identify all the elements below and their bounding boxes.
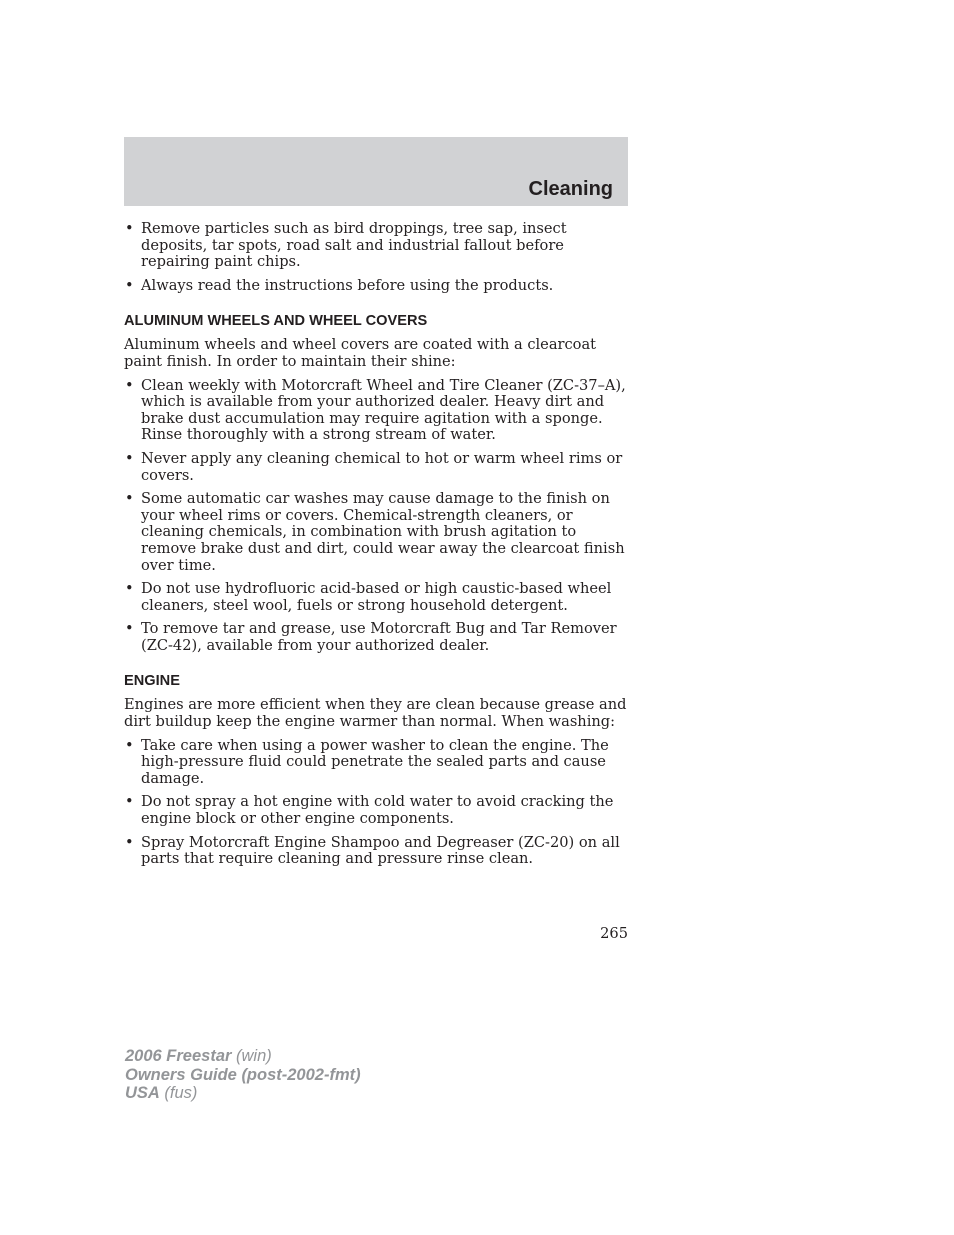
heading-engine: ENGINE — [124, 673, 180, 690]
heading-aluminum-wheels: ALUMINUM WHEELS AND WHEEL COVERS — [124, 313, 428, 330]
bullet-icon: • — [125, 793, 134, 811]
list-item: • Spray Motorcraft Engine Shampoo and Degreaser (ZC-20) on all parts that require cleaning and pressure rinse clean. — [125, 833, 620, 868]
bullet-icon: • — [125, 490, 134, 508]
list-item: • Clean weekly with Motorcraft Wheel and Tire Cleaner (ZC-37–A), which is available from your authorized dealer. Heavy dirt and brake dust accumulation may require agitation with a sponge. Rinse thoroughly with a strong stream of water. — [125, 376, 626, 444]
page-number: 265 — [600, 925, 628, 942]
footer-line-model: 2006 Freestar (win) — [125, 1047, 272, 1065]
section-header-band — [124, 137, 628, 206]
list-item: • Do not spray a hot engine with cold water to avoid cracking the engine block or other engine components. — [125, 793, 614, 828]
paragraph: Engines are more efficient when they are clean because grease and dirt buildup keep the engine warmer than normal. When washing: — [124, 696, 627, 731]
bullet-icon: • — [125, 449, 134, 467]
section-title: Cleaning — [528, 178, 613, 200]
list-item: • Never apply any cleaning chemical to hot or warm wheel rims or covers. — [125, 449, 623, 484]
paragraph: Aluminum wheels and wheel covers are coated with a clearcoat paint finish. In order to maintain their shine: — [124, 336, 597, 370]
list-item: • To remove tar and grease, use Motorcraft Bug and Tar Remover (ZC-42), available from your authorized dealer. — [125, 620, 617, 654]
list-item: • Do not use hydrofluoric acid-based or high caustic-based wheel cleaners, steel wool, fuels or strong household detergent. — [125, 580, 612, 614]
bullet-icon: • — [125, 220, 134, 237]
footer-line-guide: Owners Guide (post-2002-fmt) — [125, 1065, 361, 1084]
bullet-icon: • — [125, 833, 134, 851]
list-item: • Remove particles such as bird droppings, tree sap, insect deposits, tar spots, road salt and industrial fallout before repairing paint chips. — [125, 220, 567, 271]
bullet-icon: • — [125, 736, 134, 754]
list-item: • Always read the instructions before using the products. — [125, 276, 554, 294]
document-footer — [125, 1047, 361, 1103]
bullet-icon: • — [125, 580, 134, 598]
bullet-icon: • — [125, 376, 134, 394]
aluminum-wheels-bullet-list — [124, 378, 628, 655]
footer-line-region: USA (fus) — [125, 1084, 198, 1102]
bullet-icon: • — [125, 276, 134, 294]
bullet-icon: • — [125, 620, 134, 638]
list-item: • Some automatic car washes may cause damage to the finish on your wheel rims or covers. Chemical-strength cleaners, or cleaning chemicals, in combination with brush agitation to remove brake dust and dirt, could wear away the clearcoat finish over time. — [125, 490, 625, 574]
page-content — [124, 221, 628, 875]
engine-bullet-list — [124, 738, 628, 868]
list-item: • Take care when using a power washer to clean the engine. The high-pressure fluid could penetrate the sealed parts and cause damage. — [125, 736, 609, 787]
intro-bullet-list — [124, 221, 628, 294]
